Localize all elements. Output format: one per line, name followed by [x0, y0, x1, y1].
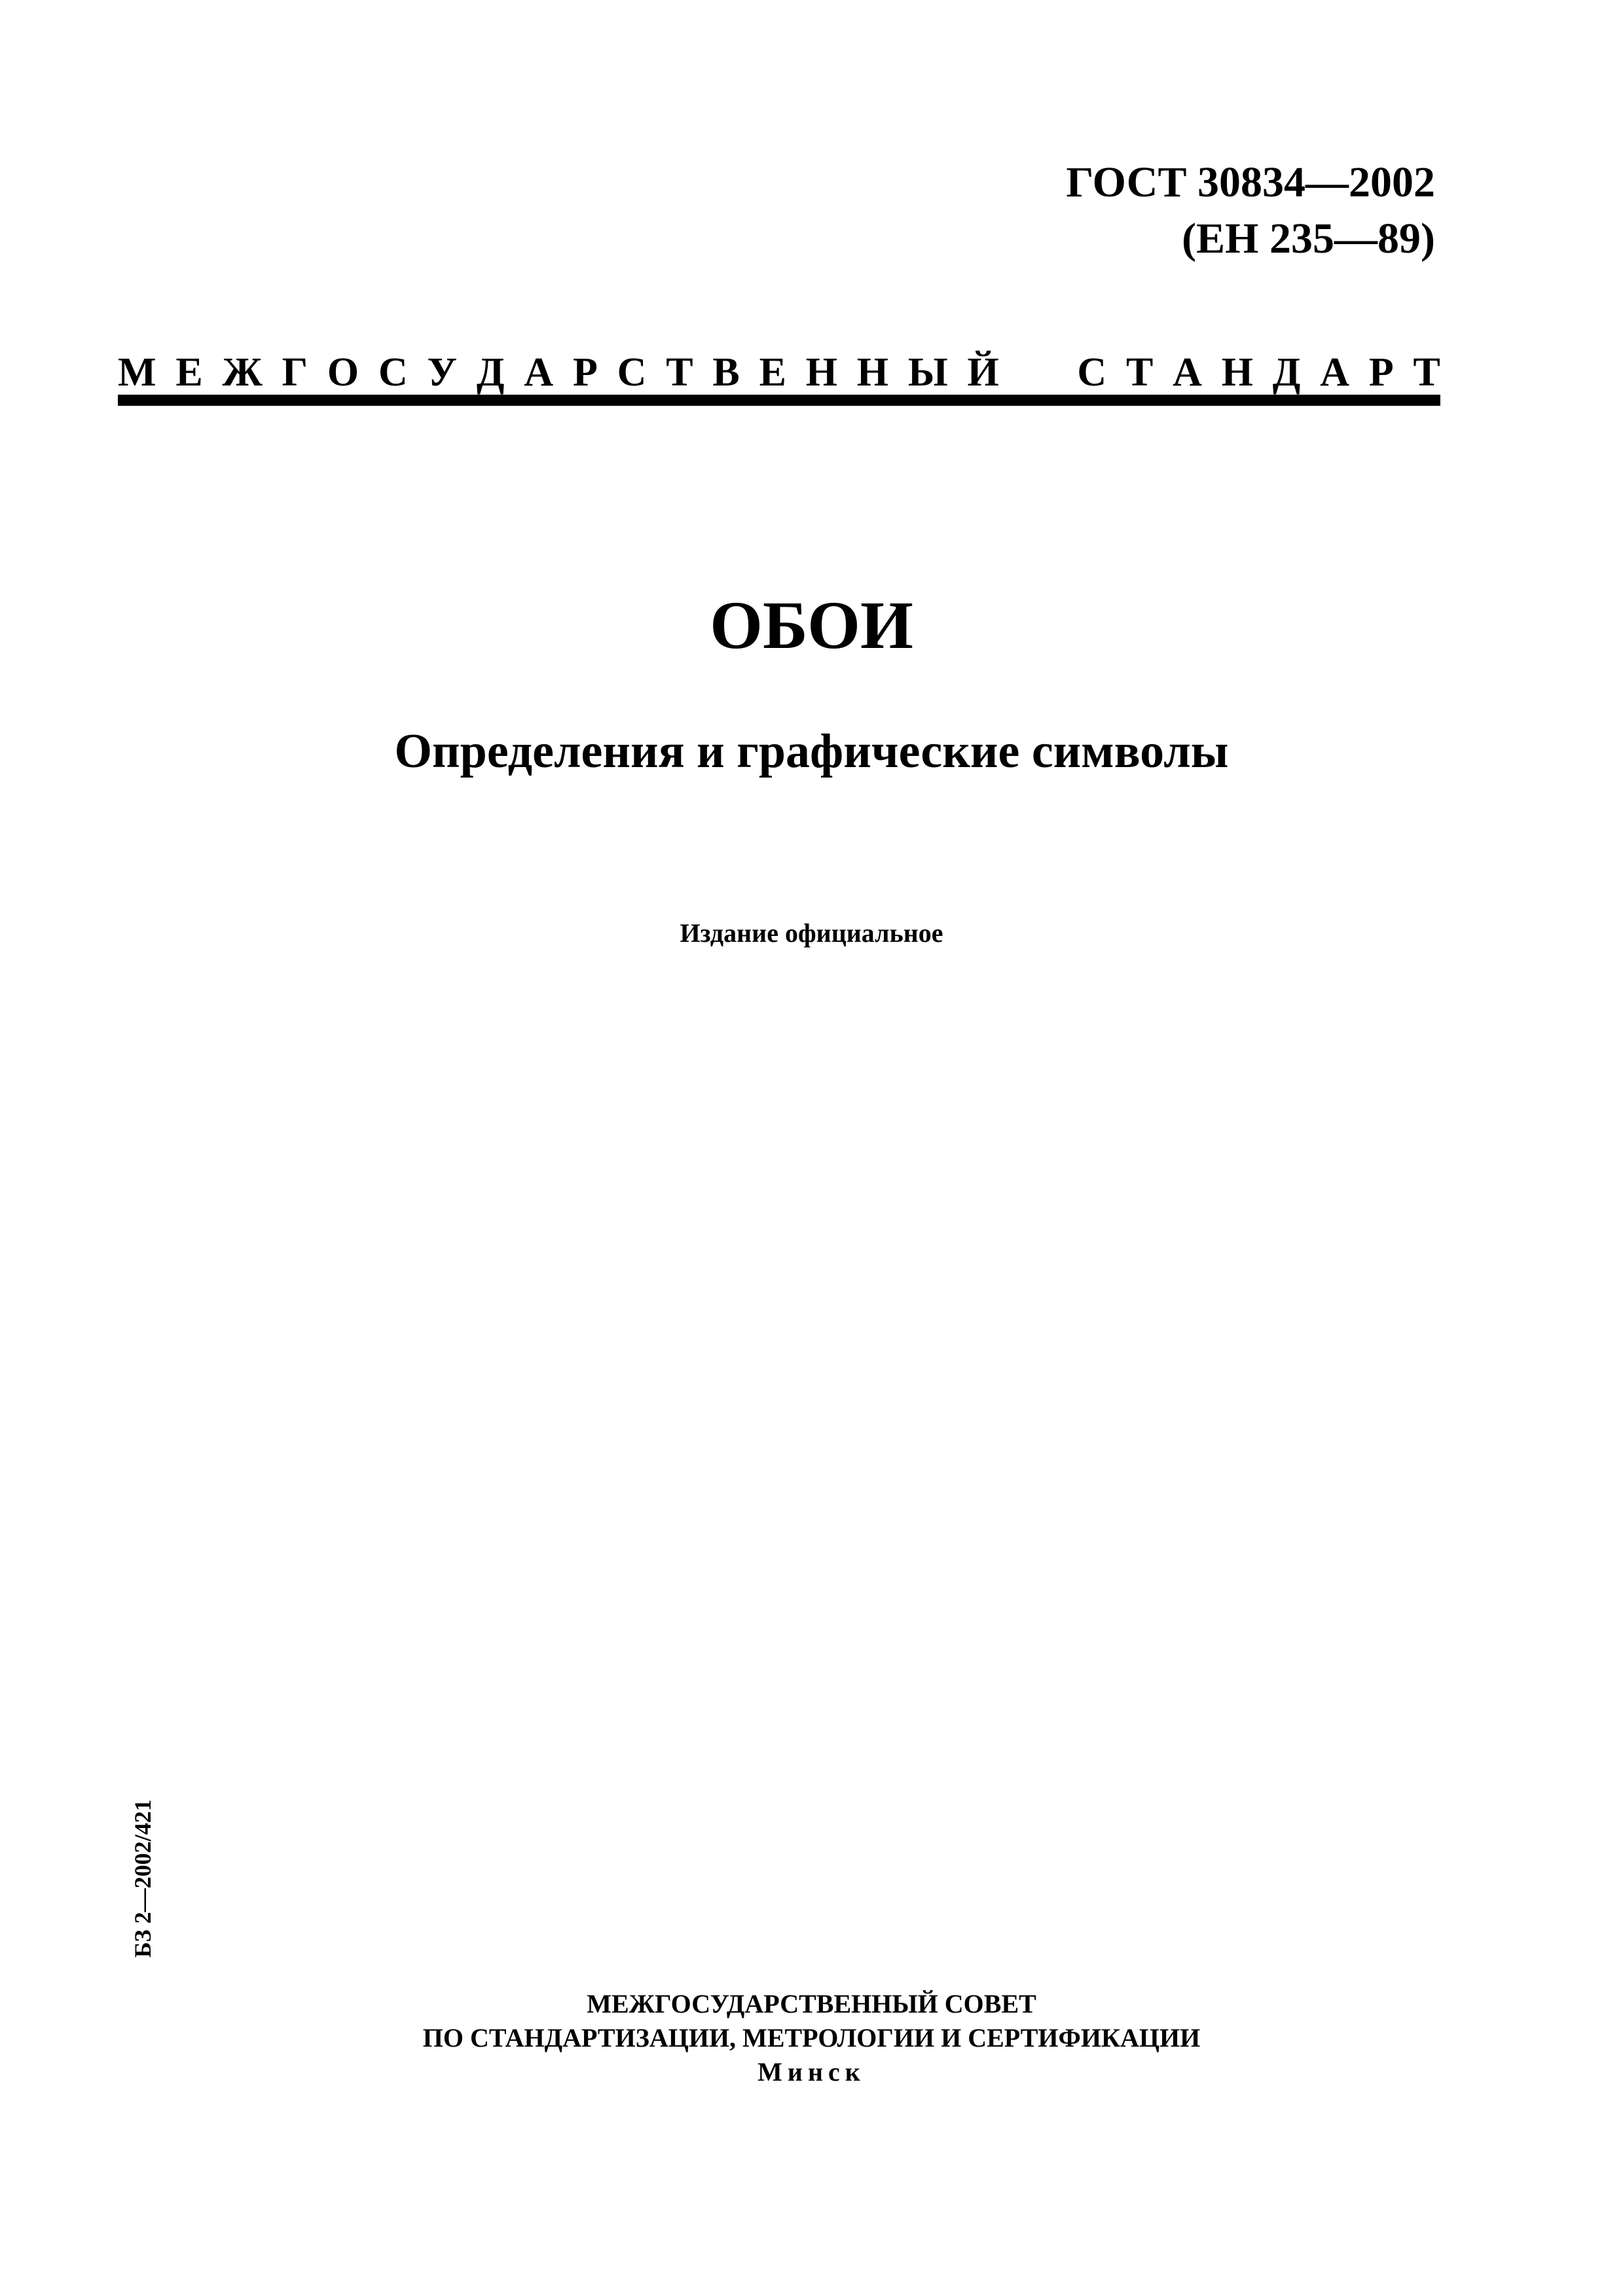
letter: С: [617, 350, 647, 395]
letter: Ж: [222, 350, 263, 395]
letter: Т: [1413, 350, 1440, 395]
letter: Ы: [907, 350, 948, 395]
publisher-line-2: ПО СТАНДАРТИЗАЦИИ, МЕТРОЛОГИИ И СЕРТИФИКАЦИИ: [422, 2023, 1201, 2053]
letter: С: [1077, 350, 1107, 395]
letter: Р: [1368, 350, 1394, 395]
publisher-line-1: МЕЖГОСУДАРСТВЕННЫЙ СОВЕТ: [587, 1989, 1036, 2018]
gost-number: ГОСТ 30834—2002: [1066, 158, 1435, 206]
heading-rule: [118, 395, 1440, 406]
letter: Н: [805, 350, 837, 395]
letter: Т: [666, 350, 693, 395]
letter: В: [712, 350, 740, 395]
letter: Д: [476, 350, 505, 395]
document-title: ОБОИ: [710, 588, 913, 663]
letter: Й: [967, 350, 999, 395]
letter: А: [1320, 350, 1350, 395]
letter: Е: [175, 350, 203, 395]
letter: Н: [1221, 350, 1253, 395]
document-subtitle: Определения и графические символы: [394, 725, 1229, 778]
letter: Г: [282, 350, 308, 395]
catalog-code: БЗ 2—2002/421: [130, 1799, 156, 1958]
publisher-city: Минск: [757, 2057, 866, 2087]
letter: Е: [759, 350, 786, 395]
letter: Т: [1125, 350, 1154, 395]
letter: У: [427, 350, 458, 395]
edition-label: Издание официальное: [680, 918, 943, 948]
letter: А: [524, 350, 554, 395]
standard-type-heading: [118, 335, 1440, 393]
letter: Н: [856, 350, 889, 395]
letter: Д: [1272, 350, 1301, 395]
letter: М: [118, 350, 156, 395]
en-number: (ЕН 235—89): [1182, 215, 1435, 262]
publisher-block: [0, 1987, 1623, 2089]
letter: С: [378, 350, 408, 395]
letter: О: [327, 350, 359, 395]
letter: Р: [572, 350, 598, 395]
letter: А: [1173, 350, 1202, 395]
document-number-block: [1066, 154, 1435, 267]
